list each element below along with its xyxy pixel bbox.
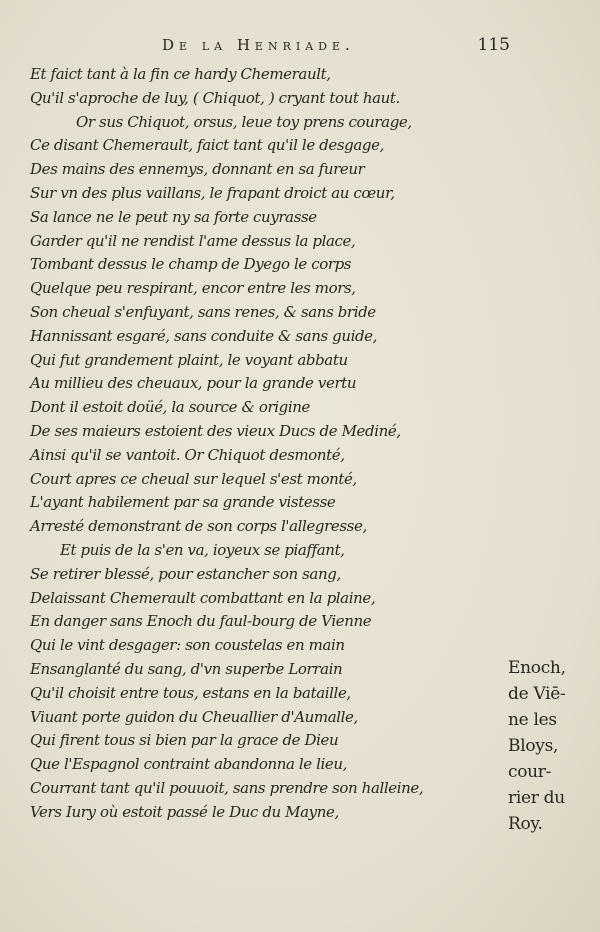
verse-line: Et faict tant à la fin ce hardy Chemerault, xyxy=(30,65,331,83)
verse-line: Sur vn des plus vaillans, le frapant droict au cœur, xyxy=(30,183,395,202)
show-through-text xyxy=(520,330,595,580)
verse-line: Qui le vint desgager: son coustelas en main xyxy=(30,636,345,655)
verse-line: Court apres ce cheual sur lequel s'est monté, xyxy=(30,469,357,488)
verse-line: Qu'il choisit entre tous, estans en la bataille, xyxy=(30,683,351,702)
verse-line: Qu'il s'aproche de luy, ( Chiquot, ) cryant tout haut. xyxy=(30,88,400,107)
verse-line: Ce disant Chemerault, faict tant qu'il le desgage, xyxy=(30,136,384,155)
verse-line: Que l'Espagnol contraint abandonna le lieu, xyxy=(30,755,348,774)
verse-line: Ensanglanté du sang, d'vn superbe Lorrain xyxy=(30,659,343,678)
margin-note-line: Roy. xyxy=(508,814,543,834)
page-header xyxy=(150,36,510,58)
verse-line: Garder qu'il ne rendist l'ame dessus la place, xyxy=(30,231,356,250)
margin-note-line: Bloys, xyxy=(508,736,559,756)
margin-note-line: cour- xyxy=(508,762,552,782)
running-title: De la Henriade. xyxy=(162,36,355,54)
verse-line: Et puis de la s'en va, ioyeux se piaffant, xyxy=(60,540,345,559)
verse-line: Courrant tant qu'il pouuoit, sans prendre son halleine, xyxy=(30,778,424,797)
verse-line: En danger sans Enoch du faul-bourg de Vienne xyxy=(30,612,372,631)
verse-line: Arresté demonstrant de son corps l'allegresse, xyxy=(30,517,367,536)
verse-line: Des mains des ennemys, donnant en sa fureur xyxy=(30,160,365,179)
verse-line: Or sus Chiquot, orsus, leue toy prens courage, xyxy=(76,112,412,131)
margin-note-line: rier du xyxy=(508,788,565,808)
verse-line: Sa lance ne le peut ny sa forte cuyrasse xyxy=(30,207,317,226)
verse-line: Se retirer blessé, pour estancher son sang, xyxy=(30,564,341,583)
verse-line: Qui firent tous si bien par la grace de Dieu xyxy=(30,731,339,750)
verse-line: Dont il estoit doüé, la source & origine xyxy=(30,398,310,417)
verse-line: Ainsi qu'il se vantoit. Or Chiquot desmonté, xyxy=(30,445,345,464)
verse-line: Quelque peu respirant, encor entre les mors, xyxy=(30,279,356,298)
verse-line: Vers Iury où estoit passé le Duc du Mayne, xyxy=(30,802,339,821)
verse-line: L'ayant habilement par sa grande vistesse xyxy=(30,493,336,512)
verse-block xyxy=(30,63,430,825)
verse-line: Son cheual s'enfuyant, sans renes, & sans bride xyxy=(30,302,376,321)
margin-note-line: Enoch, xyxy=(508,658,566,678)
verse-line: Tombant dessus le champ de Dyego le corps xyxy=(30,255,352,274)
verse-line: Delaissant Chemerault combattant en la plaine, xyxy=(30,588,376,607)
page-number: 115 xyxy=(477,35,510,55)
verse-line: Hannissant esgaré, sans conduite & sans guide, xyxy=(30,326,378,345)
margin-note-line: ne les xyxy=(508,710,557,730)
verse-line: Au millieu des cheuaux, pour la grande vertu xyxy=(30,374,357,393)
verse-line: Viuant porte guidon du Cheuallier d'Aumalle, xyxy=(30,707,358,726)
verse-line: De ses maieurs estoient des vieux Ducs de Mediné, xyxy=(30,421,401,440)
margin-note-line: de Viē- xyxy=(508,684,566,704)
show-through-mark xyxy=(50,830,90,844)
verse-line: Qui fut grandement plaint, le voyant abbatu xyxy=(30,350,348,369)
margin-note xyxy=(508,655,598,837)
